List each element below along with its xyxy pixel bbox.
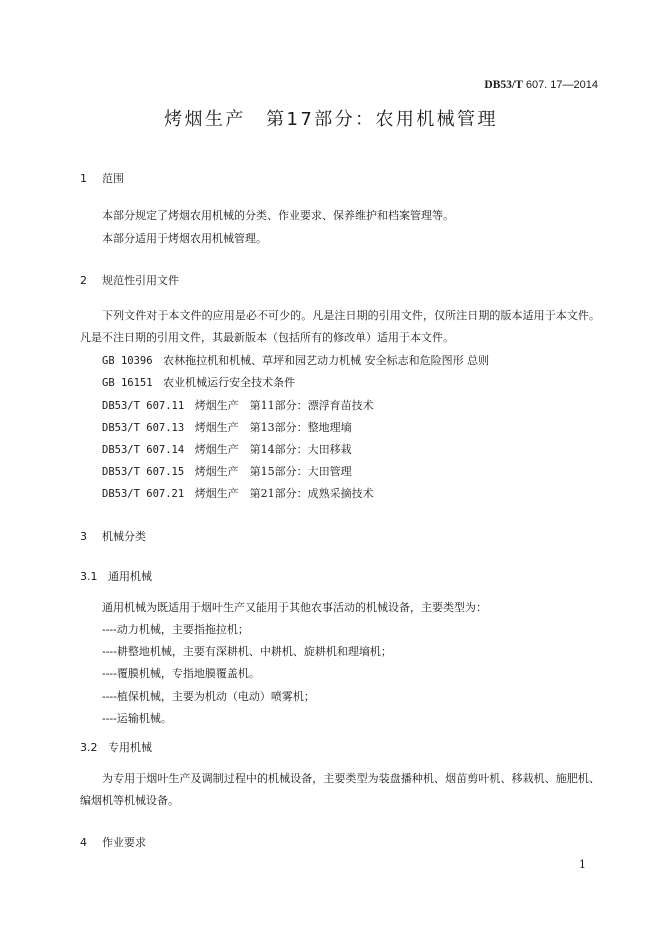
list-item: ----动力机械，主要指拖拉机；: [102, 623, 249, 636]
section-3-heading: 3 机械分类: [80, 530, 146, 543]
document-number: DB53/T 607. 17—2014: [484, 79, 598, 91]
section-3-2-heading: 3.2 专用机械: [80, 741, 152, 754]
list-item: ----耕整地机械，主要有深耕机、中耕机、旋耕机和理墒机；: [102, 645, 392, 658]
list-item: ----运输机械。: [102, 712, 172, 725]
reference-item: GB 10396 农林拖拉机和机械、草坪和园艺动力机械 安全标志和危险图形 总则: [102, 354, 490, 367]
list-item: ----覆膜机械，专指地膜覆盖机。: [102, 667, 260, 680]
reference-item: DB53/T 607.11 烤烟生产 第11部分：漂浮育苗技术: [102, 399, 374, 412]
reference-item: GB 16151 农业机械运行安全技术条件: [102, 376, 296, 389]
page-number: 1: [579, 858, 586, 871]
section-3-1-heading: 3.1 通用机械: [80, 570, 152, 583]
reference-item: DB53/T 607.14 烤烟生产 第14部分：大田移栽: [102, 443, 352, 456]
list-item: ----植保机械，主要为机动（电动）喷雾机；: [102, 690, 315, 703]
document-title: 烤烟生产 第17部分：农用机械管理: [164, 109, 498, 130]
section-1-paragraph-1: 本部分规定了烤烟农用机械的分类、作业要求、保养维护和档案管理等。: [102, 209, 454, 222]
reference-item: DB53/T 607.13 烤烟生产 第13部分：整地理墒: [102, 421, 352, 434]
section-2-paragraph: 下列文件对于本文件的应用是必不可少的。凡是注日期的引用文件，仅所注日期的版本适用于本文件。凡是不注日期的引用文件，其最新版本（包括所有的修改单）适用于本文件。: [80, 309, 600, 344]
section-4-heading: 4 作业要求: [80, 836, 146, 849]
reference-item: DB53/T 607.21 烤烟生产 第21部分：成熟采摘技术: [102, 487, 374, 500]
reference-item: DB53/T 607.15 烤烟生产 第15部分：大田管理: [102, 465, 352, 478]
section-3-2-paragraph: 为专用于烟叶生产及调制过程中的机械设备，主要类型为装盘播种机、烟苗剪叶机、移栽机、施肥机、编烟机等机械设备。: [80, 772, 600, 807]
section-2-heading: 2 规范性引用文件: [80, 274, 179, 287]
section-1-paragraph-2: 本部分适用于烤烟农用机械管理。: [102, 232, 267, 245]
section-3-1-paragraph: 通用机械为既适用于烟叶生产又能用于其他农事活动的机械设备，主要类型为：: [102, 601, 487, 614]
section-1-heading: 1 范围: [80, 172, 124, 185]
